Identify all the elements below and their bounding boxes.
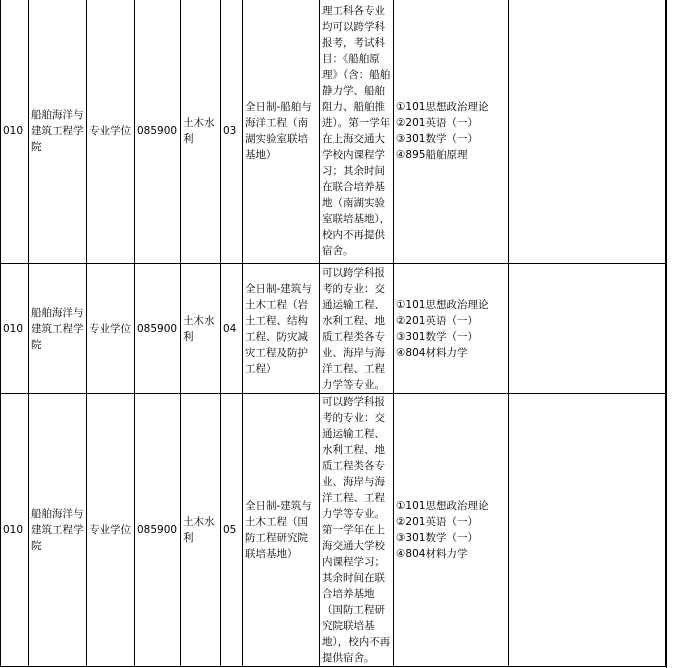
empty-cell (509, 394, 666, 667)
major-name: 土木水利 (181, 264, 221, 394)
exam-subject: ④895船舶原理 (396, 149, 468, 161)
empty-cell (509, 264, 666, 394)
exam-subjects (394, 0, 509, 264)
exam-subject: ②201英语（一） (396, 314, 478, 327)
exam-subject: ②201英语（一） (396, 516, 478, 528)
direction-name: 全日制-建筑与土木工程（岩土工程、结构工程、防灾减灾工程及防护工程） (243, 264, 320, 394)
major-code: 085900 (135, 0, 181, 264)
major-code: 085900 (135, 394, 181, 667)
exam-subjects (394, 394, 509, 667)
direction-code: 04 (221, 264, 243, 394)
exam-subject: ①101思想政治理论 (396, 500, 489, 512)
empty-cell (509, 0, 666, 264)
direction-name: 全日制-建筑与土木工程（国防工程研究院联培基地） (243, 394, 320, 667)
direction-code: 03 (221, 0, 243, 264)
exam-subject: ②201英语（一） (396, 117, 478, 129)
note-cell: 可以跨学科报考的专业：交通运输工程、水利工程、地质工程类各专业、海岸与海洋工程、工程力学等专业。 (320, 264, 394, 394)
note-cell: 理工科各专业均可以跨学科报考，考试科目：《船舶原理》（含：船舶静力学、船舶阻力、船舶推进）。第一学年在上海交通大学校内课程学习；其余时间在联合培养基地（南湖实验室联培基地），校内不再提供宿舍。 (320, 0, 394, 264)
unit-code: 010 (1, 264, 29, 394)
degree-type: 专业学位 (87, 0, 135, 264)
major-name: 土木水利 (181, 0, 221, 264)
degree-type: 专业学位 (87, 394, 135, 667)
major-name: 土木水利 (181, 394, 221, 667)
college-name: 船舶海洋与建筑工程学院 (29, 264, 87, 394)
column-divider (666, 0, 667, 668)
direction-name: 全日制-船舶与海洋工程（南湖实验室联培基地） (243, 0, 320, 264)
major-code: 085900 (135, 264, 181, 394)
exam-subject: ④804材料力学 (396, 346, 468, 359)
college-name: 船舶海洋与建筑工程学院 (29, 394, 87, 667)
exam-subject: ①101思想政治理论 (396, 298, 489, 311)
exam-subjects (394, 264, 509, 394)
table-row (1, 0, 666, 264)
college-name: 船舶海洋与建筑工程学院 (29, 0, 87, 264)
exam-subject: ①101思想政治理论 (396, 101, 489, 113)
exam-subject: ③301数学（一） (396, 532, 478, 544)
degree-type: 专业学位 (87, 264, 135, 394)
direction-code: 05 (221, 394, 243, 667)
table-row (1, 394, 666, 667)
exam-subject: ③301数学（一） (396, 133, 478, 145)
note-cell: 可以跨学科报考的专业：交通运输工程、水利工程、地质工程类各专业、海岸与海洋工程、工程力学等专业。第一学年在上海交通大学校内课程学习；其余时间在联合培养基地（国防工程研究院联培基地），校内不再提供宿舍。 (320, 394, 394, 667)
exam-subject: ④804材料力学 (396, 548, 468, 560)
table-row (1, 264, 666, 394)
unit-code: 010 (1, 0, 29, 264)
exam-subject: ③301数学（一） (396, 330, 478, 343)
unit-code: 010 (1, 394, 29, 667)
